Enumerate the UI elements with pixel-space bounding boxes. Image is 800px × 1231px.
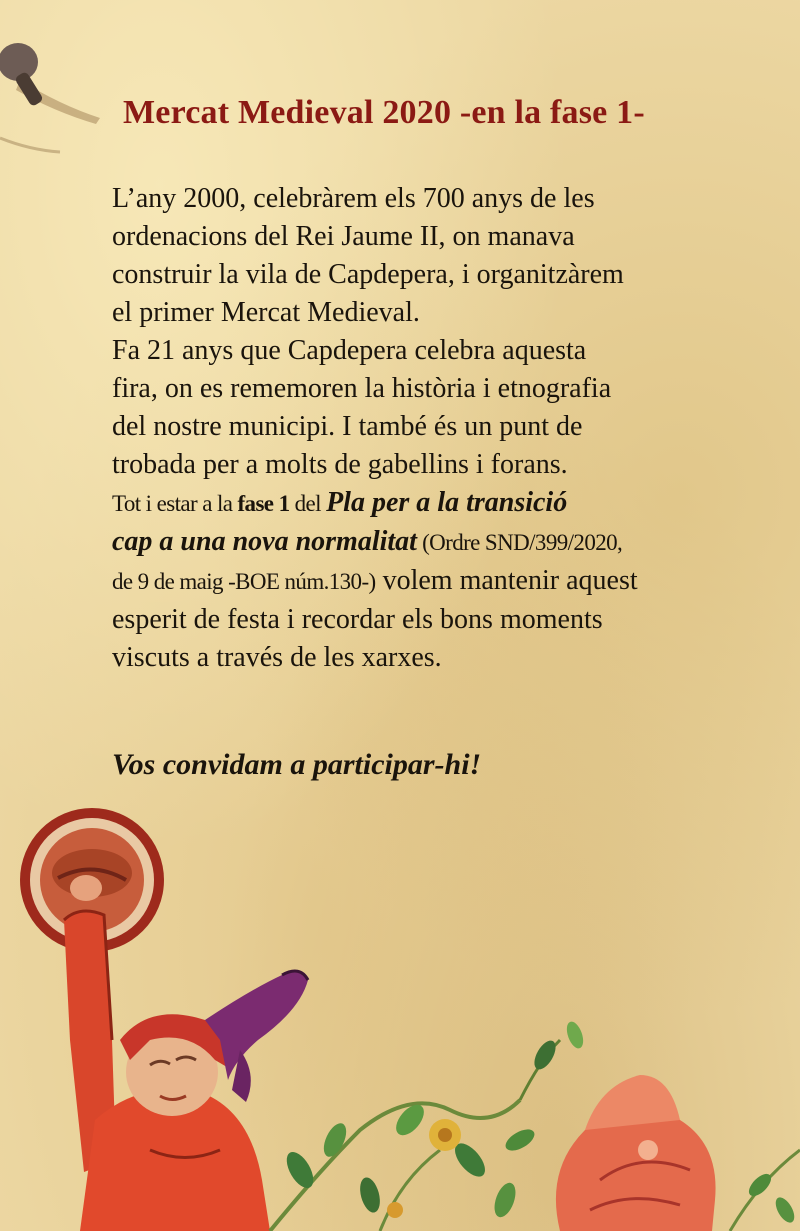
text-line: L’any 2000, celebràrem els 700 anys de les — [112, 183, 595, 214]
invitation-text: Vos convidam a participar-hi! — [112, 748, 482, 781]
text-line — [112, 484, 782, 523]
page-title: Mercat Medieval 2020 -en la fase 1- — [123, 94, 645, 131]
text-line — [112, 562, 782, 601]
pin-illustration — [0, 43, 100, 152]
plan-title-emphasis: Pla per a la transició — [326, 487, 568, 518]
text-line: viscuts a través de les xarxes. — [112, 642, 442, 673]
text-line: construir la vila de Capdepera, i organitzàrem — [112, 259, 624, 290]
text-line: Fa 21 anys que Capdepera celebra aquesta — [112, 335, 587, 366]
description-paragraph — [112, 180, 782, 677]
jester-illustration — [64, 911, 308, 1231]
order-reference: de 9 de maig -BOE núm.130-) — [112, 569, 376, 594]
text-line: ordenacions del Rei Jaume II, on manava — [112, 221, 575, 252]
text-line: fira, on es rememoren la història i etnografia — [112, 373, 612, 404]
text-fragment: del — [289, 491, 327, 516]
text-fragment: volem mantenir aquest — [375, 565, 638, 596]
text-line: el primer Mercat Medieval. — [112, 297, 420, 328]
text-line: esperit de festa i recordar els bons moments — [112, 604, 603, 635]
phase-emphasis: fase 1 — [237, 491, 290, 516]
order-reference: (Ordre SND/399/2020, — [416, 530, 623, 555]
text-line: trobada per a molts de gabellins i forans. — [112, 449, 568, 480]
text-line: del nostre municipi. I també és un punt de — [112, 411, 583, 442]
plan-title-emphasis: cap a una nova normalitat — [112, 526, 417, 557]
text-fragment: Tot i estar a la — [112, 491, 238, 516]
floral-border-illustration — [270, 1019, 800, 1231]
text-line — [112, 523, 782, 562]
